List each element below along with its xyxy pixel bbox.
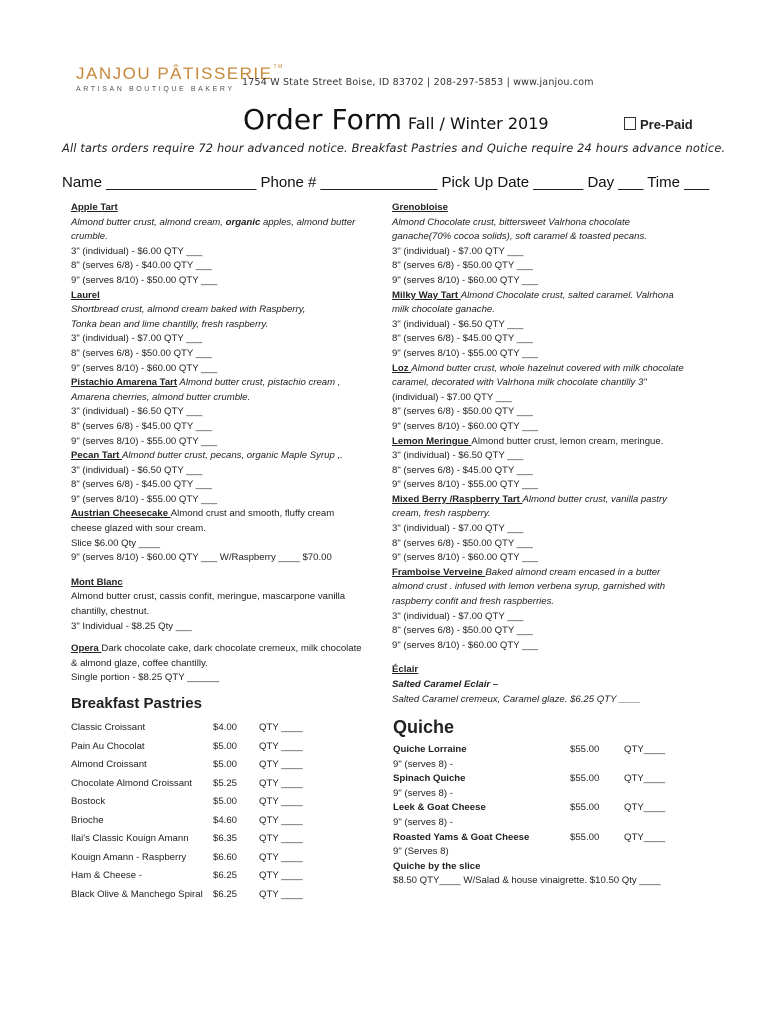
menu-line: [392, 449, 722, 464]
quiche-serving: 9" (serves 8) -: [393, 758, 453, 770]
item-text: 9" (serves 8/10) - $60.00 QTY ___: [71, 362, 218, 374]
item-text: Almond butter crust, almond cream,: [71, 216, 226, 228]
item-text: ganache(70% cocoa solids), soft caramel & toasted pecans.: [392, 231, 647, 243]
item-text: Shortbread crust, almond cream baked with Raspberry,: [71, 304, 306, 316]
menu-line: [71, 478, 381, 493]
item-name: Mont Blanc: [71, 576, 123, 588]
menu-line: [71, 274, 381, 289]
menu-line: [71, 332, 381, 347]
item-text: 3" (individual) - $6.50 QTY ___: [71, 464, 203, 476]
menu-line: [392, 318, 722, 333]
pastry-name: Ilai's Classic Kouign Amann: [71, 833, 189, 844]
menu-line: [71, 576, 381, 591]
item-text: caramel, decorated with Valrhona milk chocolate chantilly 3": [392, 377, 647, 389]
item-text: Almond butter crust, whole hazelnut covered with milk chocolate: [411, 362, 684, 374]
breakfast-pastries-heading: Breakfast Pastries: [71, 695, 202, 712]
menu-line: [392, 493, 722, 508]
prepaid-checkbox[interactable]: [624, 117, 693, 132]
item-text: almond crust . infused with lemon verbena syrup, garnished with: [392, 581, 666, 593]
logo-wordmark: JANJOU PÂTISSERIE: [76, 64, 273, 83]
item-text: raspberry confit and fresh raspberries.: [392, 596, 555, 608]
item-text: Almond Chocolate crust, salted caramel. Valrhona: [460, 289, 674, 301]
menu-line: [71, 435, 381, 450]
item-text: 8" (serves 6/8) - $45.00 QTY ___: [71, 479, 212, 491]
pastry-price: $4.00: [213, 722, 238, 733]
menu-line: [392, 274, 722, 289]
item-text: 8" (serves 6/8) - $50.00 QTY ___: [392, 625, 533, 637]
menu-line: [71, 551, 381, 566]
title-text: Order Form: [243, 103, 403, 136]
quiche-price: $55.00: [570, 744, 600, 755]
item-name: Milky Way Tart: [392, 289, 461, 301]
item-text: apples, almond butter: [260, 216, 356, 228]
menu-line: [392, 639, 722, 654]
item-text: 9" (serves 8/10) - $55.00 QTY ___: [71, 435, 218, 447]
pastry-price: $6.35: [213, 833, 238, 844]
menu-line: [71, 507, 381, 522]
item-text: 8" (serves 6/8) - $50.00 QTY ___: [392, 260, 533, 272]
item-name: Framboise Verveine: [392, 566, 486, 578]
menu-line: [392, 678, 722, 693]
quiche-qty[interactable]: QTY____: [624, 773, 666, 785]
menu-line: [71, 245, 381, 260]
item-text: Almond butter crust, vanilla pastry: [522, 493, 667, 505]
menu-line: [392, 478, 722, 493]
pastry-qty[interactable]: QTY ____: [259, 870, 303, 881]
item-name: Pecan Tart: [71, 450, 123, 462]
tarts-right-column: [392, 201, 722, 707]
spacer: [392, 653, 722, 663]
item-text: 9" (serves 8/10) - $60.00 QTY ___: [392, 274, 539, 286]
menu-line: [392, 507, 722, 522]
item-text: 8" (serves 6/8) - $45.00 QTY ___: [392, 464, 533, 476]
menu-line: [392, 289, 722, 304]
menu-line: [392, 420, 722, 435]
quiche-qty[interactable]: QTY____: [624, 744, 666, 755]
menu-line: [71, 391, 381, 406]
item-text: Single portion - $8.25 QTY ______: [71, 672, 220, 684]
item-text: & almond glaze, coffee chantilly.: [71, 657, 208, 669]
menu-line: [71, 493, 381, 508]
pastry-price: $5.25: [213, 777, 238, 789]
tarts-left-column: [71, 201, 381, 686]
item-text: Amarena cherries, almond butter crumble.: [71, 391, 251, 403]
item-text: 9" (serves 8/10) - $50.00 QTY ___: [71, 274, 218, 286]
pastry-qty[interactable]: QTY ____: [259, 796, 303, 807]
item-name: Mixed Berry /Raspberry Tart: [392, 493, 523, 505]
menu-line: [71, 230, 381, 245]
quiche-qty[interactable]: QTY____: [624, 831, 666, 843]
logo-tagline: ARTISAN BOUTIQUE BAKERY: [76, 86, 235, 93]
pastry-qty[interactable]: QTY ____: [259, 777, 303, 789]
item-text: 9" (serves 8/10) - $55.00 QTY ___: [392, 479, 539, 491]
pastry-name: Classic Croissant: [71, 722, 146, 733]
quiche-serving: 9" (serves 8) -: [393, 787, 453, 799]
menu-line: [392, 245, 722, 260]
quiche-name: Roasted Yams & Goat Cheese: [393, 831, 530, 843]
item-name: Austrian Cheesecake: [71, 508, 171, 520]
item-text: Tonka bean and lime chantilly, fresh raspberry.: [71, 318, 269, 330]
item-text: 8" (serves 6/8) - $45.00 QTY ___: [392, 333, 533, 345]
quiche-row: [393, 772, 666, 787]
item-text: 9" (serves 8/10) - $60.00 QTY ___: [392, 420, 539, 432]
item-text: Almond butter crust, pecans, organic Maple Syrup ,.: [122, 450, 343, 462]
pastry-name: Kouign Amann - Raspberry: [71, 851, 187, 863]
pastry-qty[interactable]: QTY ____: [259, 759, 303, 770]
quiche-name: Quiche Lorraine: [393, 744, 467, 755]
pastry-name: Chocolate Almond Croissant: [71, 777, 193, 789]
quiche-row: [393, 801, 666, 816]
item-text: 3" (individual) - $6.50 QTY ___: [71, 406, 203, 418]
menu-line: [71, 347, 381, 362]
quiche-row: [393, 743, 666, 758]
menu-line: [392, 362, 722, 377]
item-text: 3" (individual) - $6.50 QTY ___: [392, 318, 524, 330]
page-title: [243, 103, 549, 136]
menu-line: [71, 405, 381, 420]
item-text: organic: [225, 216, 261, 228]
item-text: 3" (individual) - $7.00 QTY ___: [392, 245, 524, 257]
item-text: 3" (individual) - $6.50 QTY ___: [392, 450, 524, 462]
menu-line: [71, 259, 381, 274]
item-name: Laurel: [71, 289, 100, 301]
menu-line: [392, 663, 722, 678]
season-label: Fall / Winter 2019: [408, 114, 549, 133]
menu-line: [392, 522, 722, 537]
menu-line: [71, 537, 381, 552]
quiche-slice-title: Quiche by the slice: [393, 860, 481, 872]
pastry-qty[interactable]: QTY ____: [259, 814, 303, 826]
menu-line: [71, 620, 381, 635]
pastry-name: Bostock: [71, 796, 106, 807]
item-text: 3" Individual - $8.25 Qty ___: [71, 620, 192, 632]
quiche-price: $55.00: [570, 802, 600, 814]
item-text: Salted Caramel Eclair –: [392, 679, 499, 690]
quiche-serving: 9" (serves 8) -: [393, 816, 453, 828]
menu-line: [392, 201, 722, 216]
quiche-price: $55.00: [570, 831, 600, 843]
item-name: Lemon Meringue: [392, 435, 472, 447]
item-text: 8" (serves 6/8) - $40.00 QTY ___: [71, 260, 212, 272]
item-text: chantilly, chestnut.: [71, 606, 150, 618]
item-text: 9" (serves 8/10) - $60.00 QTY ___: [392, 552, 539, 564]
menu-line: [71, 605, 381, 620]
pastry-qty[interactable]: QTY ____: [259, 851, 303, 863]
menu-line: [71, 303, 381, 318]
menu-line: [71, 464, 381, 479]
checkbox-icon[interactable]: [624, 117, 636, 130]
menu-line: [71, 657, 381, 672]
item-text: cream, fresh raspberry.: [392, 508, 491, 520]
pastry-name: Brioche: [71, 814, 104, 826]
item-text: 3" (individual) - $6.00 QTY ___: [71, 245, 203, 257]
contact-address: 1754 W State Street Boise, ID 83702 | 208-297-5853 | www.janjou.com: [242, 77, 594, 88]
item-name: Apple Tart: [71, 202, 118, 213]
item-text: cheese glazed with sour cream.: [71, 523, 206, 535]
pastry-qty[interactable]: QTY ____: [259, 722, 303, 733]
menu-line: [71, 642, 381, 657]
menu-line: [392, 230, 722, 245]
menu-line: [392, 610, 722, 625]
quiche-qty[interactable]: QTY____: [624, 802, 666, 814]
item-text: Almond Chocolate crust, bittersweet Valrhona chocolate: [392, 216, 631, 228]
menu-line: [392, 259, 722, 274]
quiche-name: Spinach Quiche: [393, 773, 466, 785]
item-text: (individual) - $7.00 QTY ___: [392, 391, 512, 403]
quiche-name: Leek & Goat Cheese: [393, 802, 486, 814]
pastry-price: $4.60: [213, 814, 238, 826]
item-text: Almond crust and smooth, fluffy cream: [170, 508, 335, 520]
pastry-name: Black Olive & Manchego Spiral: [71, 888, 203, 900]
menu-line: [71, 420, 381, 435]
item-text: milk chocolate ganache.: [392, 304, 495, 316]
quiche-heading: Quiche: [393, 717, 455, 737]
menu-line: [392, 376, 722, 391]
spacer: [71, 566, 381, 576]
item-text: 8" (serves 6/8) - $50.00 QTY ___: [71, 347, 212, 359]
menu-line: [392, 566, 722, 581]
menu-line: [71, 590, 381, 605]
item-text: Slice $6.00 Qty ____: [71, 537, 161, 549]
item-text: Almond butter crust, pistachio cream ,: [177, 377, 341, 389]
menu-line: [71, 376, 381, 391]
menu-line: [71, 362, 381, 377]
spacer: [71, 634, 381, 642]
pastry-price: $5.00: [213, 740, 238, 752]
pastry-price: $6.25: [213, 870, 238, 881]
item-name: Pistachio Amarena Tart: [71, 377, 178, 389]
quiche-price: $55.00: [570, 773, 600, 785]
menu-line: [392, 216, 722, 231]
pastry-name: Ham & Cheese -: [71, 870, 142, 881]
pastry-qty[interactable]: QTY ____: [259, 833, 303, 844]
menu-line: [392, 464, 722, 479]
menu-line: [392, 405, 722, 420]
prepaid-label: Pre-Paid: [640, 117, 693, 132]
menu-line: [392, 391, 722, 406]
item-text: Salted Caramel cremeux, Caramel glaze. $6.25 QTY ____: [392, 693, 641, 705]
quiche-row: [393, 831, 666, 846]
menu-line: [71, 289, 381, 304]
menu-line: [392, 537, 722, 552]
advance-notice: All tarts orders require 72 hour advanced notice. Breakfast Pastries and Quiche require 24 hours advance notice.: [62, 141, 726, 155]
pastry-price: $5.00: [213, 796, 238, 807]
item-text: 3" (individual) - $7.00 QTY ___: [392, 610, 524, 622]
menu-line: [392, 624, 722, 639]
pastry-qty[interactable]: QTY ____: [259, 888, 303, 900]
menu-line: [71, 449, 381, 464]
customer-info-row[interactable]: Name __________________ Phone # ______________ Pick Up Date ______ Day ___ Time ___: [62, 174, 710, 191]
pastry-price: $6.25: [213, 888, 238, 900]
logo-trademark: TM: [273, 64, 284, 70]
item-name: Loz: [392, 362, 412, 374]
item-text: 3" (individual) - $7.00 QTY ___: [392, 523, 524, 535]
menu-line: [392, 595, 722, 610]
menu-line: [392, 435, 722, 450]
pastry-name: Almond Croissant: [71, 759, 147, 770]
menu-line: [392, 580, 722, 595]
pastry-name: Pain Au Chocolat: [71, 740, 145, 752]
item-name: Grenobloise: [392, 202, 448, 213]
item-name: Éclair: [392, 664, 419, 676]
pastry-price: $5.00: [213, 759, 238, 770]
menu-line: [71, 522, 381, 537]
menu-line: [392, 693, 722, 708]
item-text: Almond butter crust, cassis confit, meringue, mascarpone vanilla: [71, 591, 346, 603]
menu-line: [392, 551, 722, 566]
menu-line: [392, 332, 722, 347]
item-text: 9" (serves 8/10) - $60.00 QTY ___: [392, 639, 539, 651]
item-text: 8" (serves 6/8) - $50.00 QTY ___: [392, 406, 533, 418]
item-text: Dark chocolate cake, dark chocolate cremeux, milk chocolate: [101, 643, 362, 655]
menu-line: [71, 318, 381, 333]
quiche-slice-line[interactable]: $8.50 QTY____ W/Salad & house vinaigrette. $10.50 Qty ____: [393, 875, 661, 887]
item-text: Baked almond cream encased in a butter: [485, 566, 661, 578]
item-text: Almond butter crust, lemon cream, meringue.: [471, 435, 664, 447]
item-text: 8" (serves 6/8) - $45.00 QTY ___: [71, 420, 212, 432]
pastry-qty[interactable]: QTY ____: [259, 740, 303, 752]
menu-line: [71, 216, 381, 231]
quiche-serving: 9" (Serves 8): [393, 846, 449, 858]
item-text: crumble.: [71, 231, 108, 243]
item-name: Opera: [71, 643, 102, 655]
pastry-price: $6.60: [213, 851, 238, 863]
item-text: 8" (serves 6/8) - $50.00 QTY ___: [392, 537, 533, 549]
item-text: 9" (serves 8/10) - $55.00 QTY ___: [392, 347, 539, 359]
item-text: 9" (serves 8/10) - $55.00 QTY ___: [71, 493, 218, 505]
menu-line: [71, 201, 381, 216]
menu-line: [71, 671, 381, 686]
item-text: 3" (individual) - $7.00 QTY ___: [71, 333, 203, 345]
menu-line: [392, 347, 722, 362]
quiche-list: [393, 743, 666, 889]
item-text: 9" (serves 8/10) - $60.00 QTY ___ W/Raspberry ____ $70.00: [71, 552, 332, 564]
menu-line: [392, 303, 722, 318]
